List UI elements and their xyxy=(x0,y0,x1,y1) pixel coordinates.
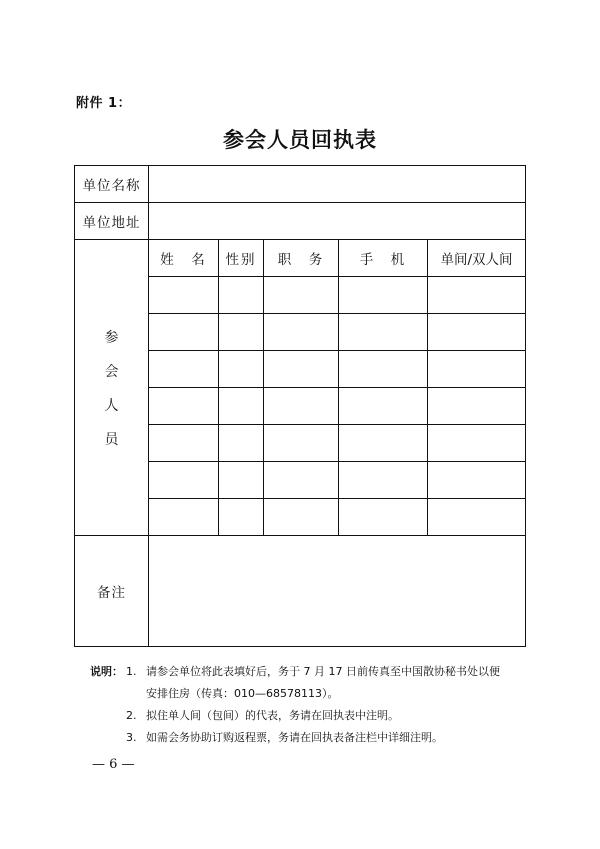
cell-name[interactable] xyxy=(149,462,219,499)
cell-position[interactable] xyxy=(264,314,339,351)
unit-name-row xyxy=(75,166,526,203)
cell-position[interactable] xyxy=(264,462,339,499)
cell-room-type[interactable] xyxy=(428,425,526,462)
note-item xyxy=(90,705,530,727)
note-number: 1. xyxy=(126,665,137,678)
cell-position[interactable] xyxy=(264,388,339,425)
cell-position[interactable] xyxy=(264,351,339,388)
attendees-vertical-label xyxy=(75,327,148,449)
cell-mobile[interactable] xyxy=(339,499,428,536)
cell-name[interactable] xyxy=(149,425,219,462)
column-header-gender: 性别 xyxy=(219,240,264,277)
remarks-field[interactable] xyxy=(149,536,526,647)
notes-label: 说明： xyxy=(90,665,123,678)
note-continuation xyxy=(90,683,530,705)
cell-mobile[interactable] xyxy=(339,277,428,314)
note-number: 3. xyxy=(126,731,137,744)
attachment-label: 附件 1： xyxy=(76,96,132,111)
page-title: 参会人员回执表 xyxy=(223,128,377,152)
cell-room-type[interactable] xyxy=(428,277,526,314)
cell-name[interactable] xyxy=(149,314,219,351)
attendee-header-row xyxy=(75,240,526,277)
remarks-row xyxy=(75,536,526,647)
cell-mobile[interactable] xyxy=(339,462,428,499)
attendees-char: 参 xyxy=(104,329,119,346)
cell-position[interactable] xyxy=(264,499,339,536)
cell-mobile[interactable] xyxy=(339,388,428,425)
notes-section xyxy=(90,661,530,749)
unit-address-label: 单位地址 xyxy=(75,203,149,240)
column-header-position: 职 务 xyxy=(264,240,339,277)
cell-gender[interactable] xyxy=(219,462,264,499)
attendees-label-cell xyxy=(75,240,149,536)
cell-mobile[interactable] xyxy=(339,314,428,351)
cell-gender[interactable] xyxy=(219,314,264,351)
cell-mobile[interactable] xyxy=(339,351,428,388)
cell-position[interactable] xyxy=(264,425,339,462)
unit-name-label: 单位名称 xyxy=(75,166,149,203)
cell-room-type[interactable] xyxy=(428,388,526,425)
note-text: 拟住单人间（包间）的代表，务请在回执表中注明。 xyxy=(146,709,399,722)
cell-name[interactable] xyxy=(149,277,219,314)
unit-name-field[interactable] xyxy=(149,166,526,203)
note-item xyxy=(90,727,530,749)
attendee-form-table xyxy=(74,165,526,647)
note-number: 2. xyxy=(126,709,137,722)
cell-room-type[interactable] xyxy=(428,499,526,536)
unit-address-field[interactable] xyxy=(149,203,526,240)
note-text: 如需会务协助订购返程票，务请在回执表备注栏中详细注明。 xyxy=(146,731,443,744)
cell-gender[interactable] xyxy=(219,351,264,388)
attendees-char: 会 xyxy=(104,363,119,380)
cell-room-type[interactable] xyxy=(428,462,526,499)
note-text: 安排住房（传真：010—68578113）。 xyxy=(146,687,339,700)
column-header-mobile: 手 机 xyxy=(339,240,428,277)
cell-gender[interactable] xyxy=(219,388,264,425)
column-header-room-type: 单间/双人间 xyxy=(428,240,526,277)
attendees-char: 员 xyxy=(104,431,119,448)
note-text: 请参会单位将此表填好后，务于 7 月 17 日前传真至中国散协秘书处以便 xyxy=(146,665,500,678)
column-header-name: 姓 名 xyxy=(149,240,219,277)
cell-room-type[interactable] xyxy=(428,314,526,351)
unit-address-row xyxy=(75,203,526,240)
cell-gender[interactable] xyxy=(219,499,264,536)
cell-name[interactable] xyxy=(149,388,219,425)
cell-gender[interactable] xyxy=(219,277,264,314)
cell-name[interactable] xyxy=(149,351,219,388)
cell-mobile[interactable] xyxy=(339,425,428,462)
cell-room-type[interactable] xyxy=(428,351,526,388)
cell-name[interactable] xyxy=(149,499,219,536)
page-number: — 6 — xyxy=(92,757,135,772)
attendees-char: 人 xyxy=(104,397,119,414)
cell-position[interactable] xyxy=(264,277,339,314)
cell-gender[interactable] xyxy=(219,425,264,462)
note-item xyxy=(90,661,530,683)
remarks-label: 备注 xyxy=(75,536,149,647)
